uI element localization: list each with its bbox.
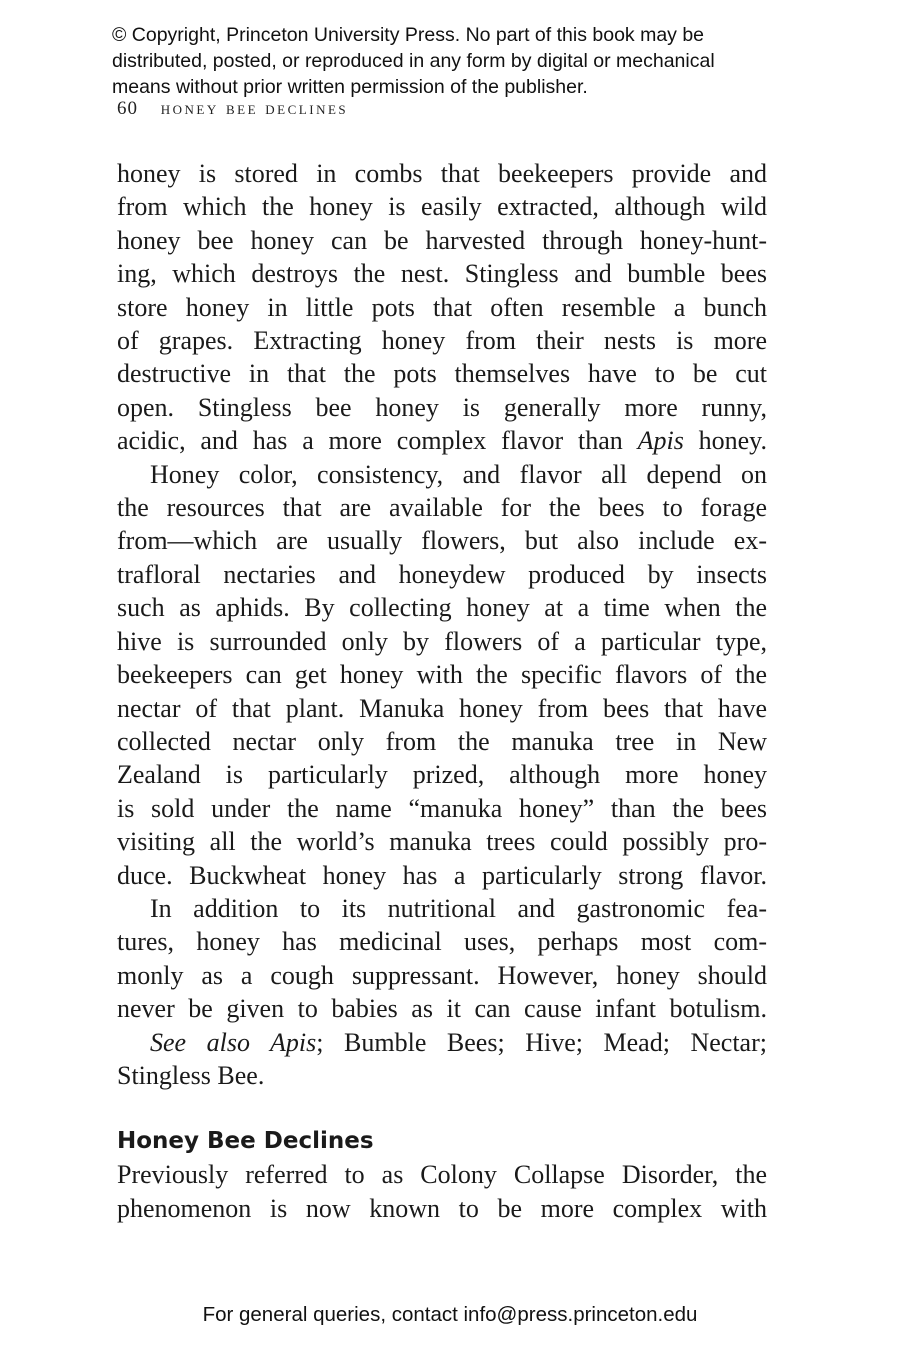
- text-line: In addition to its nutritional and gastronomic fea-: [150, 893, 767, 923]
- text-line: never be given to babies as it can cause infant botulism.: [117, 994, 767, 1024]
- see-also-label: See also Apis: [150, 1027, 317, 1057]
- text-line: ing, which destroys the nest. Stingless and bumble bees: [117, 259, 767, 289]
- text-line: [117, 424, 767, 457]
- body-text: [117, 157, 767, 1225]
- text-line: visiting all the world’s manuka trees could possibly pro-: [117, 827, 767, 857]
- footer-contact: For general queries, contact info@press.princeton.edu: [202, 1303, 698, 1326]
- section-paragraph: [117, 1158, 767, 1225]
- text-line: open. Stingless bee honey is generally more runny,: [117, 392, 767, 422]
- copyright-line-3: means without prior written permission of the publisher.: [112, 76, 588, 98]
- text-line: trafloral nectaries and honeydew produced by insects: [117, 559, 767, 589]
- page-number: 60: [117, 98, 138, 119]
- text-run: honey.: [683, 426, 767, 456]
- see-also-refs: ; Bumble Bees; Hive; Mead; Nectar;: [316, 1027, 767, 1057]
- text-line: from—which are usually flowers, but also include ex-: [117, 526, 767, 556]
- copyright-line-1: © Copyright, Princeton University Press. No part of this book may be: [112, 24, 705, 46]
- text-line: honey is stored in combs that beekeepers provide and: [117, 159, 767, 188]
- see-also: [117, 1026, 767, 1093]
- running-head: [117, 98, 348, 120]
- text-line: duce. Buckwheat honey has a particularly strong flavor.: [117, 860, 767, 890]
- section-heading: Honey Bee Declines: [117, 1128, 374, 1155]
- italic-term: Apis: [637, 426, 684, 456]
- text-line: Stingless Bee.: [117, 1060, 265, 1090]
- text-line: honey bee honey can be harvested through honey-hunt-: [117, 225, 767, 255]
- text-line: Honey color, consistency, and flavor all depend on: [150, 459, 767, 489]
- text-line: destructive in that the pots themselves have to be cut: [117, 359, 767, 389]
- copyright-notice: [112, 22, 812, 100]
- text-line: beekeepers can get honey with the specific flavors of the: [117, 660, 767, 690]
- text-line: nectar of that plant. Manuka honey from bees that have: [117, 693, 767, 723]
- paragraph-2: [117, 458, 767, 892]
- text-line: phenomenon is now known to be more complex with: [117, 1193, 767, 1223]
- text-line: tures, honey has medicinal uses, perhaps most com-: [117, 927, 767, 957]
- text-line: from which the honey is easily extracted, although wild: [117, 192, 767, 222]
- text-line: the resources that are available for the bees to forage: [117, 493, 767, 523]
- text-line: monly as a cough suppressant. However, honey should: [117, 960, 767, 990]
- paragraph-3: [117, 892, 767, 1026]
- paragraph-1: [117, 157, 767, 458]
- running-head-title: honey bee declines: [160, 98, 349, 119]
- copyright-line-2: distributed, posted, or reproduced in any form by digital or mechanical: [112, 50, 715, 72]
- text-line: [117, 1026, 767, 1059]
- text-line: collected nectar only from the manuka tree in New: [117, 726, 767, 756]
- text-line: Zealand is particularly prized, although more honey: [117, 760, 767, 790]
- text-line: hive is surrounded only by flowers of a particular type,: [117, 626, 767, 656]
- text-line: is sold under the name “manuka honey” than the bees: [117, 793, 767, 823]
- text-line: store honey in little pots that often resemble a bunch: [117, 292, 767, 322]
- text-line: such as aphids. By collecting honey at a time when the: [117, 593, 767, 623]
- text-run: acidic, and has a more complex flavor than: [117, 426, 638, 456]
- text-line: of grapes. Extracting honey from their nests is more: [117, 326, 767, 356]
- text-line: Previously referred to as Colony Collapse Disorder, the: [117, 1160, 767, 1190]
